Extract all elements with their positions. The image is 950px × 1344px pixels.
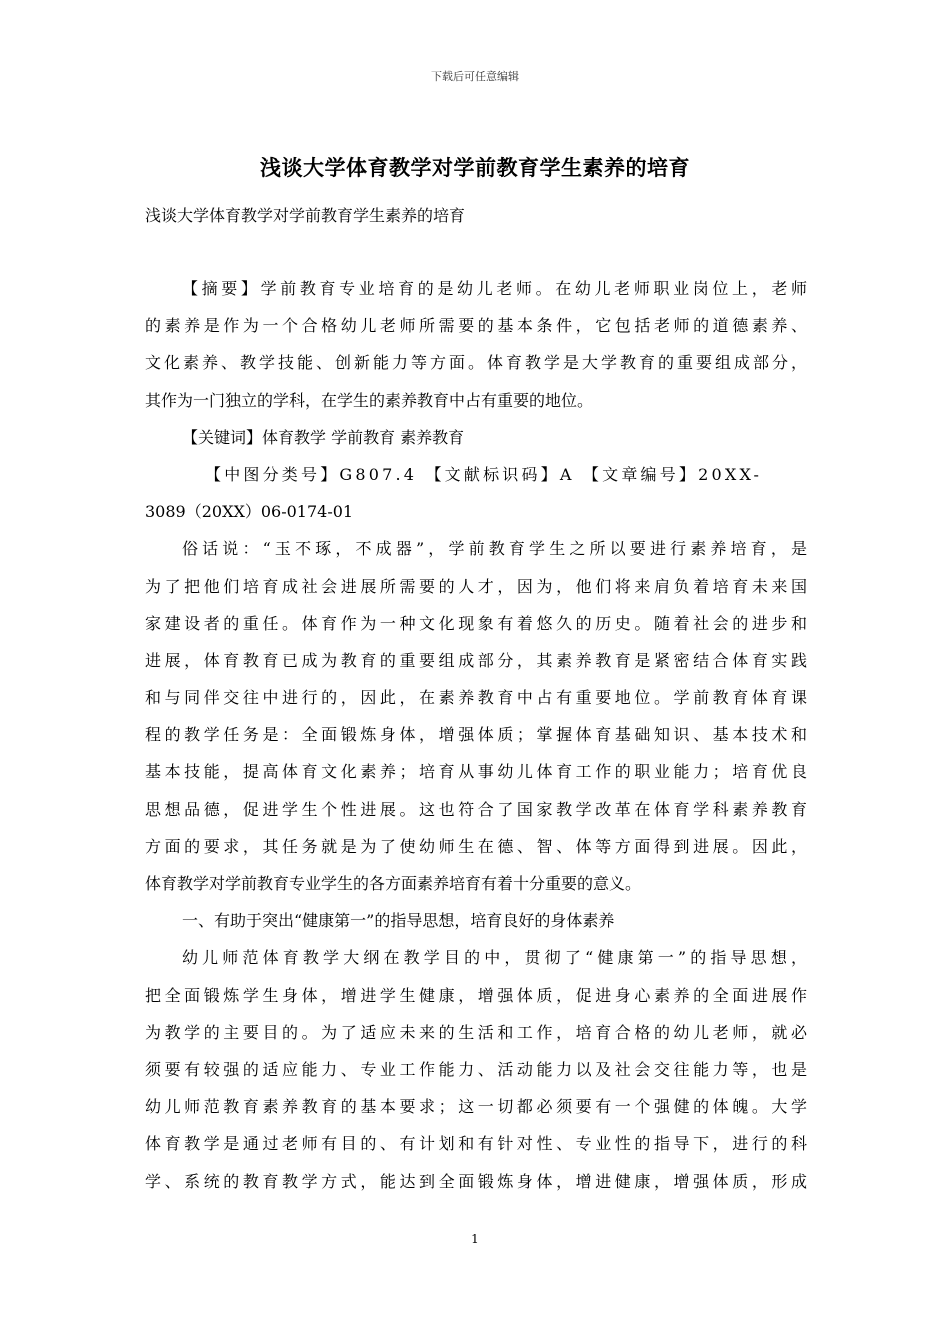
paragraph-line: 须要有较强的适应能力、专业工作能力、活动能力以及社会交往能力等，也是 bbox=[145, 1059, 807, 1079]
abstract-line: 文化素养、教学技能、创新能力等方面。体育教学是大学教育的重要组成部分， bbox=[145, 353, 807, 373]
paragraph-line: 进展，体育教育已成为教育的重要组成部分，其素养教育是紧密结合体育实践 bbox=[145, 650, 807, 670]
paragraph-line: 为教学的主要目的。为了适应未来的生活和工作，培育合格的幼儿老师，就必 bbox=[145, 1022, 807, 1042]
paragraph-line: 俗话说：“玉不琢，不成器”，学前教育学生之所以要进行素养培育，是 bbox=[182, 539, 807, 559]
abstract-line: 其作为一门独立的学科，在学生的素养教育中占有重要的地位。 bbox=[145, 390, 594, 410]
keywords-line: 【关键词】体育教学 学前教育 素养教育 bbox=[182, 427, 465, 447]
paragraph-line: 体育教学对学前教育专业学生的各方面素养培育有着十分重要的意义。 bbox=[145, 874, 642, 893]
document-title: 浅谈大学体育教学对学前教育学生素养的培育 bbox=[260, 155, 690, 180]
paragraph-line: 把全面锻炼学生身体，增进学生健康，增强体质，促进身心素养的全面进展作 bbox=[145, 985, 807, 1005]
paragraph-line: 为了把他们培育成社会进展所需要的人才，因为，他们将来肩负着培育未来国 bbox=[145, 576, 807, 596]
paragraph-line: 思想品德，促进学生个性进展。这也符合了国家教学改革在体育学科素养教育 bbox=[145, 799, 807, 819]
paragraph-line: 幼儿师范体育教学大纲在教学目的中，贯彻了“健康第一”的指导思想， bbox=[182, 948, 807, 968]
section-heading: 一、有助于突出“健康第一”的指导思想，培育良好的身体素养 bbox=[182, 911, 615, 931]
paragraph-line: 体育教学是通过老师有目的、有计划和有针对性、专业性的指导下，进行的科 bbox=[145, 1134, 807, 1154]
abstract-line: 的素养是作为一个合格幼儿老师所需要的基本条件，它包括老师的道德素养、 bbox=[145, 316, 807, 336]
document-subtitle: 浅谈大学体育教学对学前教育学生素养的培育 bbox=[145, 206, 466, 225]
paragraph-line: 学、系统的教育教学方式，能达到全面锻炼身体，增进健康，增强体质，形成 bbox=[145, 1171, 807, 1191]
paragraph-line: 幼儿师范教育素养教育的基本要求；这一切都必须要有一个强健的体魄。大学 bbox=[145, 1097, 807, 1117]
classification-line: 3089（20XX）06-0174-01 bbox=[145, 502, 354, 522]
paragraph-line: 家建设者的重任。体育作为一种文化现象有着悠久的历史。随着社会的进步和 bbox=[145, 613, 807, 633]
header-note: 下载后可任意编辑 bbox=[431, 70, 519, 83]
page-number: 1 bbox=[471, 1232, 479, 1246]
paragraph-line: 程的教学任务是：全面锻炼身体，增强体质；掌握体育基础知识、基本技术和 bbox=[145, 725, 807, 745]
abstract-line: 【摘要】学前教育专业培育的是幼儿老师。在幼儿老师职业岗位上，老师 bbox=[182, 279, 807, 298]
paragraph-line: 和与同伴交往中进行的，因此，在素养教育中占有重要地位。学前教育体育课 bbox=[145, 688, 807, 708]
body-text bbox=[145, 270, 807, 1200]
classification-line: 【中图分类号】G807.4 【文献标识码】A 【文章编号】20XX- bbox=[205, 464, 763, 484]
paragraph-line: 方面的要求，其任务就是为了使幼师生在德、智、体等方面得到进展。因此， bbox=[145, 836, 807, 856]
paragraph-line: 基本技能，提高体育文化素养；培育从事幼儿体育工作的职业能力；培育优良 bbox=[145, 762, 807, 782]
